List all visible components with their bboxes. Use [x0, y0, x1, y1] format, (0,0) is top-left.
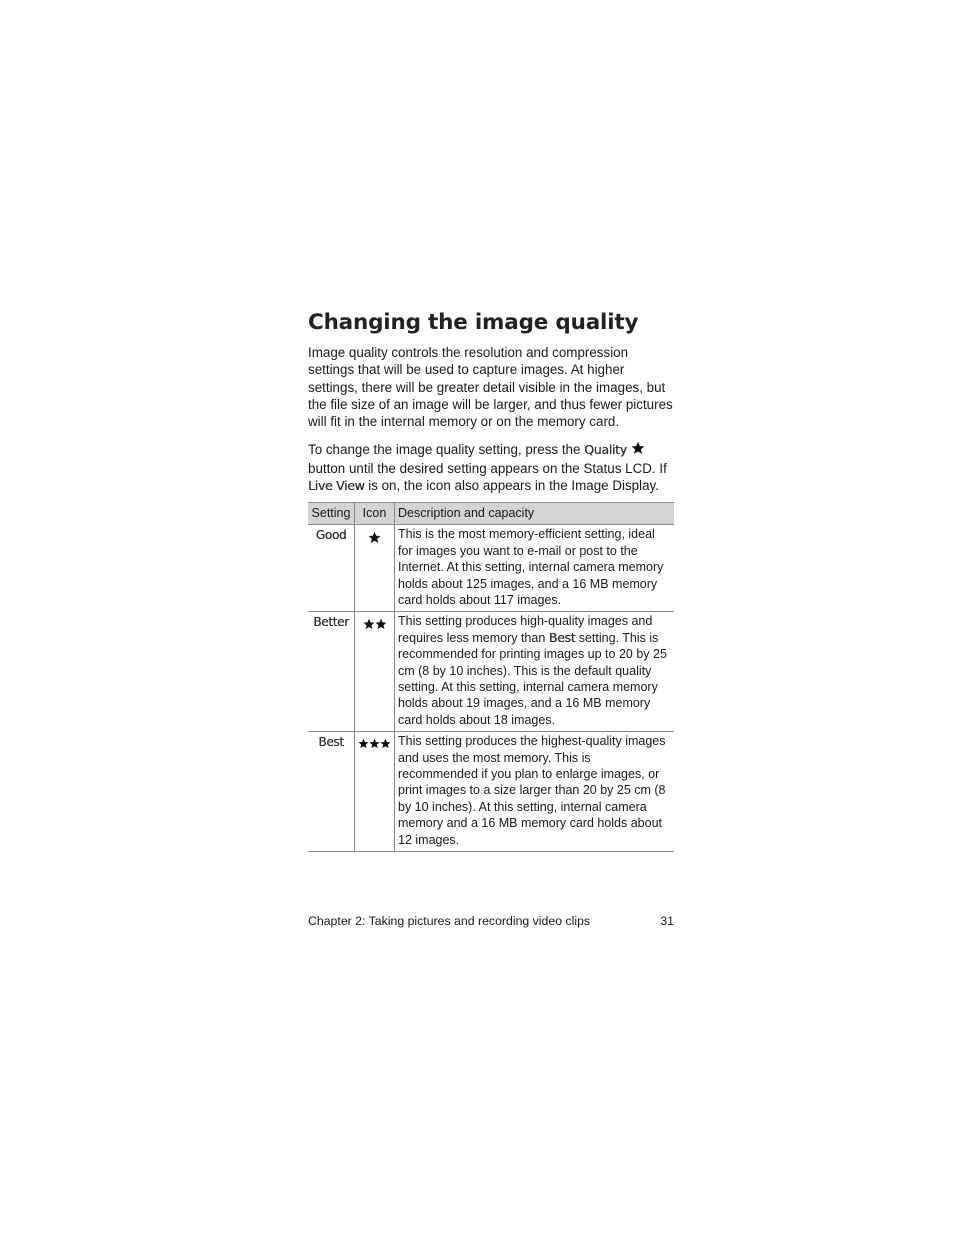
description-cell — [395, 612, 675, 732]
page-content — [308, 309, 674, 852]
instruction-paragraph — [308, 441, 674, 494]
setting-better: Better — [313, 615, 349, 630]
page-title: Changing the image quality — [308, 310, 639, 335]
header-icon: Icon — [355, 503, 395, 525]
setting-cell — [308, 732, 355, 852]
instruction-text-middle: button until the desired setting appears on the Status LCD. If — [308, 460, 667, 476]
three-star-icon — [358, 733, 391, 749]
table-header-row — [308, 503, 674, 525]
description-text-before: This setting produces high-quality images and requires less memory than — [398, 614, 653, 645]
header-setting: Setting — [308, 503, 355, 525]
description-text-after: setting. This is recommended for printing images up to 20 by 25 cm (8 by 10 inches). This is the default quality setting. At this setting, internal camera memory holds about 19 images, and a 16 MB memory card holds about 18 images. — [398, 630, 667, 727]
setting-cell — [308, 525, 355, 612]
live-view-name: Live View — [308, 478, 365, 494]
one-star-icon — [368, 526, 381, 544]
description-cell: This setting produces the highest-quality images and uses the most memory. This is recommended if you plan to enlarge images, or print images to a size larger than 20 by 25 cm (8 by 10 inches). At this setting, internal camera memory and a 16 MB memory card holds about 12 images. — [395, 732, 675, 852]
setting-best: Best — [318, 735, 344, 750]
quality-settings-table — [308, 502, 674, 852]
icon-cell — [355, 525, 395, 612]
star-icon — [631, 441, 645, 459]
instruction-text-before: To change the image quality setting, press the — [308, 442, 585, 458]
table-row — [308, 612, 674, 732]
page-number: 31 — [660, 914, 674, 928]
page-footer — [308, 914, 674, 928]
chapter-title: Chapter 2: Taking pictures and recording video clips — [308, 914, 591, 928]
quality-button-name: Quality — [584, 442, 627, 458]
best-setting-reference: Best — [548, 629, 576, 645]
header-description: Description and capacity — [395, 503, 675, 525]
setting-good: Good — [315, 528, 347, 543]
icon-cell — [355, 612, 395, 732]
instruction-text-after: is on, the icon also appears in the Image Display. — [364, 478, 659, 494]
intro-paragraph: Image quality controls the resolution and compression settings that will be used to capture images. At higher settings, there will be greater detail visible in the images, but the file size of an image will be larger, and thus fewer pictures will fit in the internal memory or on the memory card. — [308, 345, 673, 430]
table-row — [308, 732, 674, 852]
description-cell: This is the most memory-efficient setting, ideal for images you want to e-mail or post to the Internet. At this setting, internal camera memory holds about 125 images, and a 16 MB memory card holds about 117 images. — [395, 525, 675, 612]
table-row — [308, 525, 674, 612]
setting-cell — [308, 612, 355, 732]
icon-cell — [355, 732, 395, 852]
two-star-icon — [363, 613, 387, 630]
